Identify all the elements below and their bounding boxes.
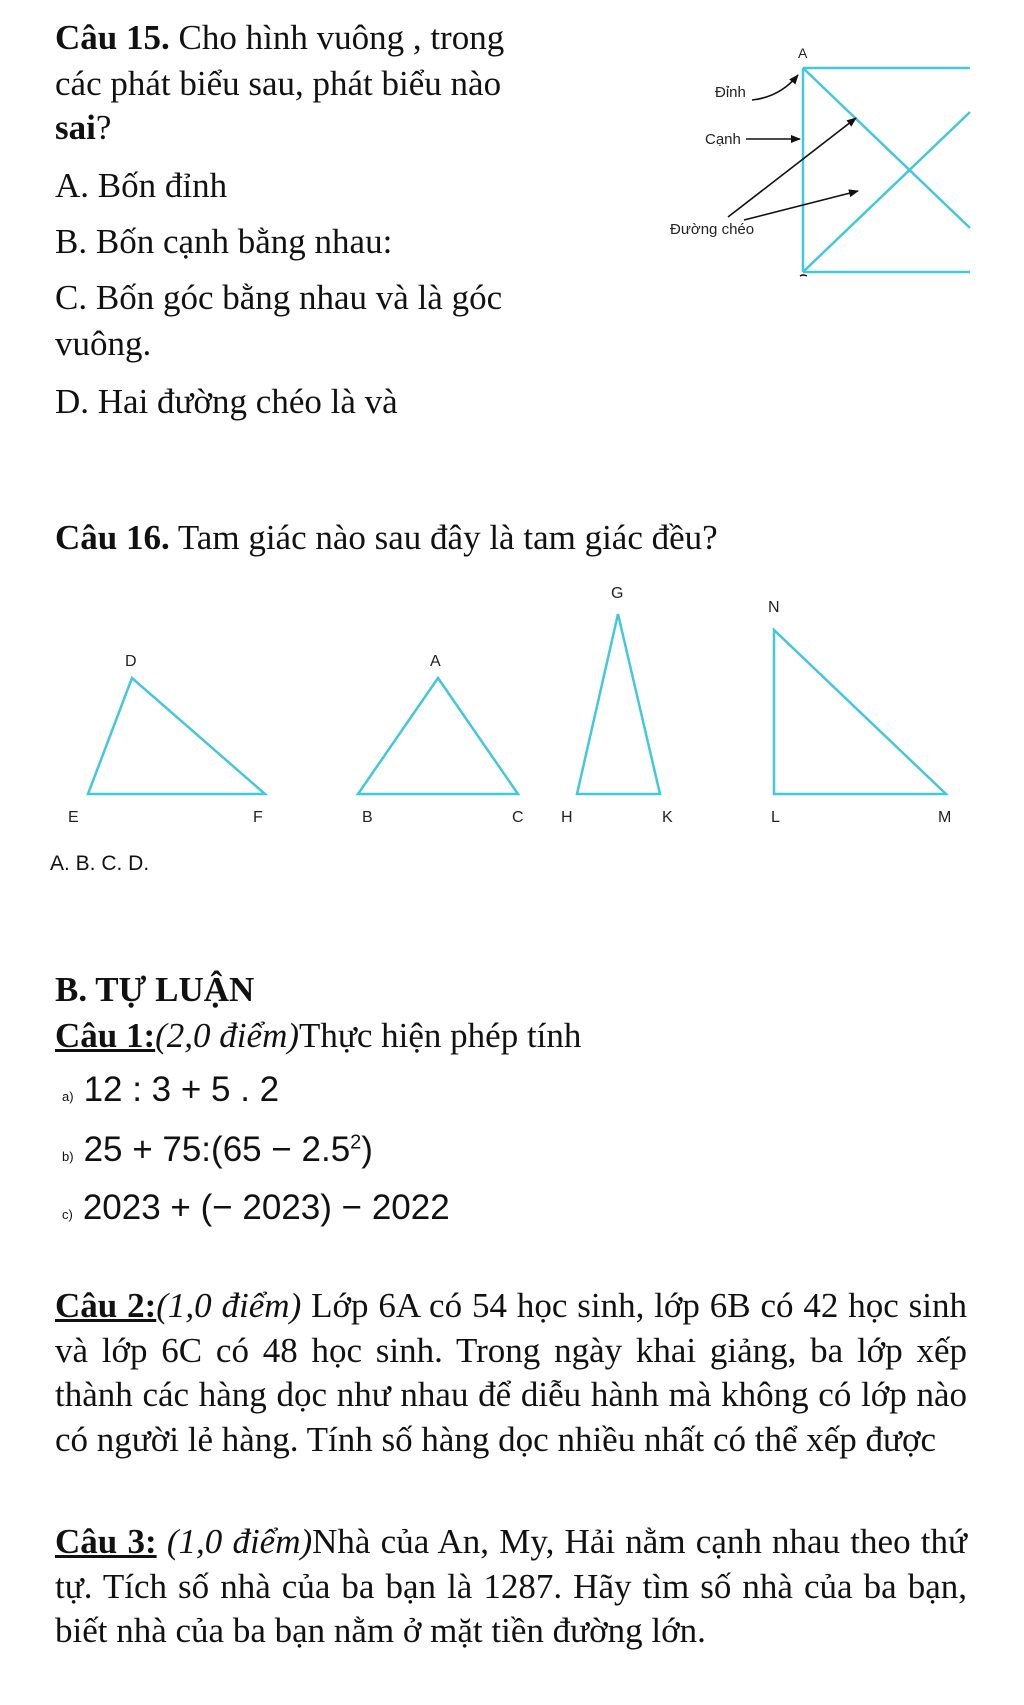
section-b-title: B. TỰ LUẬN <box>55 970 255 1009</box>
triangle-ghk <box>561 585 673 826</box>
triangle-abc <box>358 653 524 826</box>
q15-option-c-line1: C. Bốn góc bằng nhau và là góc <box>55 278 503 317</box>
label-edge: Cạnh <box>705 131 741 148</box>
arrow-diagonal-1 <box>728 118 856 217</box>
cau3-text: Nhà của An, My, Hải nằm cạnh nhau theo thứ tự. Tích số nhà của ba bạn là 1287. Hãy tìm số nhà của ba bạn, biết nhà của ba bạn nằm ở mặt tiền đường lớn. <box>55 1522 967 1650</box>
cau2-text: Lớp 6A có 54 học sinh, lớp 6B có 42 học sinh và lớp 6C có 48 học sinh. Trong ngày khai giảng, ba lớp xếp thành các hàng dọc như nhau để diễu hành mà không có lớp nào có người lẻ hàng. Tính số hàng dọc nhiều nhất có thể xếp được <box>55 1286 967 1459</box>
triangle-nlm <box>768 599 951 826</box>
cau2-points: (1,0 điểm) <box>156 1286 302 1325</box>
q15-sai-word: sai <box>55 108 96 147</box>
cau1-item-b-expr <box>84 1130 373 1169</box>
triangle-abc-left-label: B <box>362 809 373 826</box>
triangle-def <box>68 653 265 826</box>
triangle-nlm-left-label: L <box>771 809 780 826</box>
q15-option-b: B. Bốn cạnh bằng nhau: <box>55 222 393 261</box>
cau1-points: (2,0 điểm) <box>155 1016 300 1055</box>
q15-option-c-line2: vuông. <box>55 324 152 363</box>
q15-line1 <box>55 16 504 60</box>
q16-answers: A. B. C. D. <box>50 852 150 875</box>
cau3-label: Câu 3: <box>55 1522 157 1561</box>
triangle-ghk-right-label: K <box>662 809 673 826</box>
cau1-item-a <box>62 1070 279 1110</box>
triangle-ghk-top-label: G <box>611 585 624 602</box>
triangle-def-top-label: D <box>125 653 137 670</box>
triangle-ghk-left-label: H <box>561 809 573 826</box>
square-diagonal-1 <box>803 68 970 228</box>
cau1-item-a-marker: a) <box>62 1089 74 1104</box>
cau1-text: Thực hiện phép tính <box>299 1016 582 1055</box>
cau1-header <box>55 1014 581 1058</box>
triangles-figure <box>40 578 1000 838</box>
q15-number: Câu 15. <box>55 18 170 57</box>
cau1-item-b-main: 25 + 75:(65 − 2.5 <box>83 1130 351 1169</box>
cau1-item-a-expr: 12 : 3 + 5 . 2 <box>83 1070 280 1109</box>
triangle-abc-top-label: A <box>430 653 441 670</box>
label-diagonal: Đường chéo <box>670 221 755 238</box>
triangle-nlm-right-label: M <box>938 809 952 826</box>
q15-option-d: D. Hai đường chéo là và <box>55 382 398 421</box>
triangle-nlm-top-label: N <box>768 599 780 616</box>
cau1-item-b-exponent: 2 <box>350 1131 362 1154</box>
square-bottom-mark <box>800 275 807 276</box>
arrow-diagonal-2 <box>744 191 858 220</box>
triangle-def-left-label: E <box>68 809 79 826</box>
q15-line3 <box>55 106 111 150</box>
cau1-label: Câu 1: <box>55 1016 156 1055</box>
cau1-item-c-expr: 2023 + (− 2023) − 2022 <box>82 1188 450 1227</box>
cau3-points: (1,0 điểm) <box>156 1522 313 1561</box>
label-vertex: Đỉnh <box>715 84 746 101</box>
q16-number: Câu 16. <box>55 518 170 557</box>
q15-option-a: A. Bốn đỉnh <box>55 166 228 205</box>
cau1-item-c-marker: c) <box>62 1207 73 1222</box>
q15-line1-text: Cho hình vuông , trong <box>178 18 505 57</box>
q16-line <box>55 516 718 560</box>
square-figure <box>660 40 980 290</box>
cau1-item-b-tail: ) <box>361 1130 373 1169</box>
triangle-def-right-label: F <box>253 809 263 826</box>
cau1-item-c <box>62 1188 450 1228</box>
square-shape <box>803 68 970 272</box>
square-point-a-label: A <box>798 45 808 61</box>
q15-question-mark: ? <box>95 108 112 147</box>
cau3-paragraph <box>55 1520 967 1654</box>
arrow-vertex <box>752 75 798 100</box>
cau1-item-b-marker: b) <box>62 1149 74 1164</box>
q15-line2: các phát biểu sau, phát biểu nào <box>55 64 502 103</box>
cau2-paragraph <box>55 1284 967 1462</box>
triangle-abc-right-label: C <box>512 809 524 826</box>
cau1-item-b <box>62 1130 373 1170</box>
q16-question: Tam giác nào sau đây là tam giác đều? <box>177 518 718 557</box>
cau2-label: Câu 2: <box>55 1286 157 1325</box>
square-diagonal-2 <box>803 112 970 272</box>
